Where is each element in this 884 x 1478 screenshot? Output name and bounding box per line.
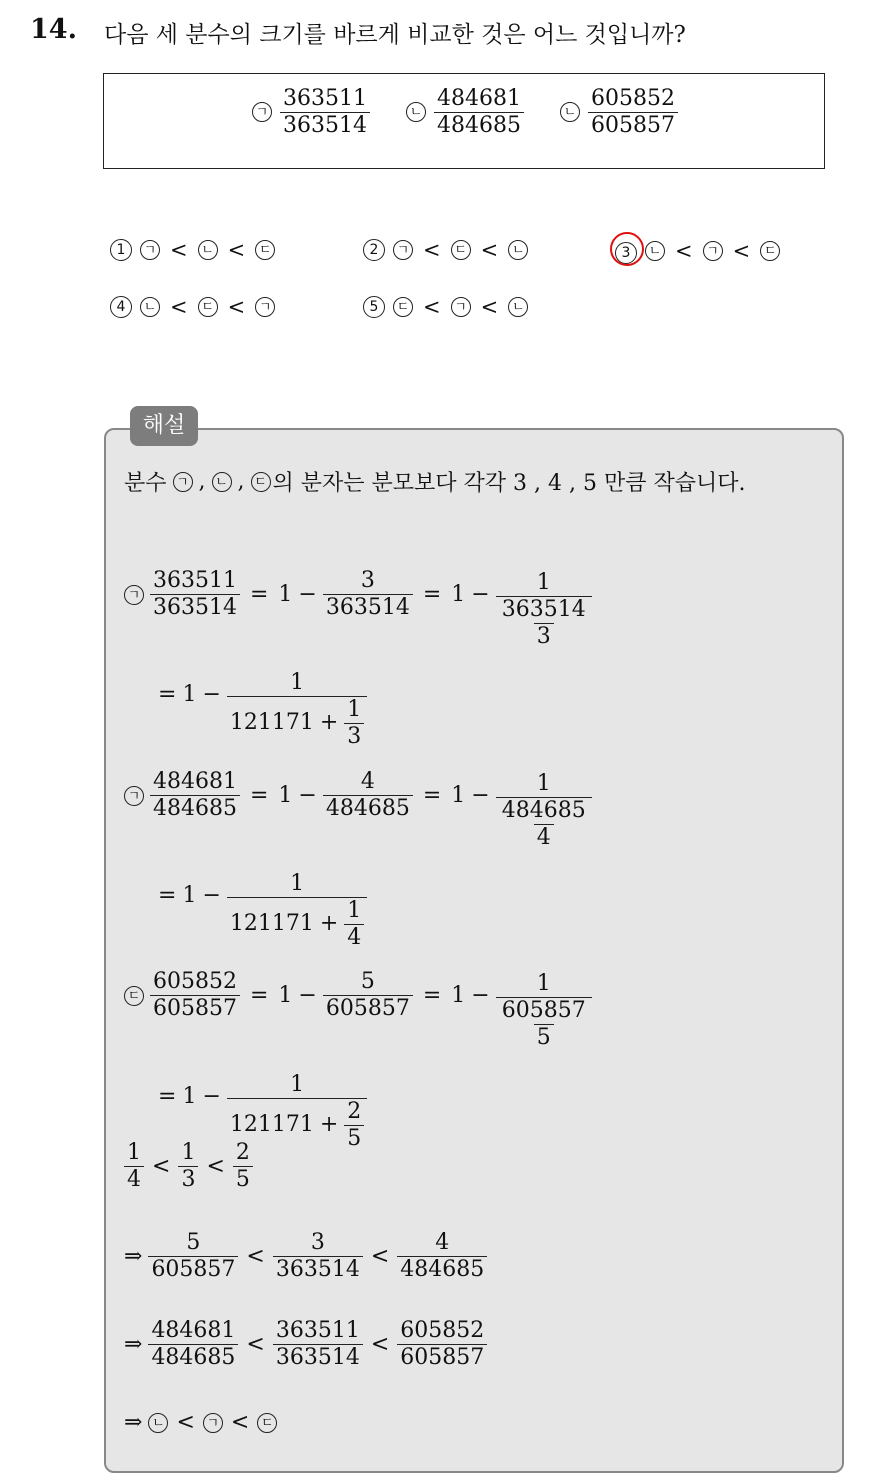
- minus: −: [471, 582, 490, 608]
- marker: ㄱ: [451, 297, 471, 317]
- denominator: 484685: [150, 795, 240, 822]
- denominator: 484685: [148, 1344, 238, 1371]
- numerator: 484681: [153, 769, 237, 795]
- option-2[interactable]: [363, 238, 528, 262]
- denominator: 363514: [323, 594, 413, 621]
- denominator: 605857: [397, 1344, 487, 1371]
- minus: −: [202, 883, 221, 909]
- intro-text: 의 분자는 분모보다 각각 3 , 4 , 5 만큼 작습니다.: [272, 471, 746, 496]
- equals: =: [422, 983, 442, 1009]
- numerator: 4: [360, 769, 375, 795]
- option-4[interactable]: [110, 295, 275, 319]
- numerator: 4: [435, 1230, 450, 1255]
- marker: ㄴ: [212, 472, 232, 492]
- denominator: 605857: [148, 1256, 238, 1283]
- one: 1: [278, 983, 293, 1009]
- numerator: 1: [290, 1072, 305, 1097]
- denominator: 3: [344, 723, 364, 750]
- compare-full-fractions: [124, 1318, 487, 1371]
- less-than: <: [170, 295, 188, 319]
- minus: −: [202, 682, 221, 708]
- numerator: 1: [181, 1140, 196, 1165]
- implies-arrow: ⇒: [124, 1331, 143, 1357]
- option-number: 4: [110, 296, 132, 318]
- solution-step-c2: [158, 1042, 367, 1152]
- equals: =: [422, 783, 442, 809]
- question-text: 다음 세 분수의 크기를 바르게 비교한 것은 어느 것입니까?: [104, 22, 686, 48]
- marker: ㄴ: [508, 297, 528, 317]
- less-than: <: [246, 1331, 265, 1357]
- marker-nieun: ㄴ: [406, 102, 426, 122]
- denominator: 363514: [280, 112, 370, 139]
- numerator: 605857: [501, 997, 586, 1023]
- less-than: <: [370, 1331, 390, 1357]
- marker: ㄷ: [255, 240, 275, 260]
- equals: =: [422, 582, 442, 608]
- whole-part: 121171: [229, 1112, 314, 1138]
- minus: −: [202, 1084, 221, 1110]
- plus: +: [319, 710, 339, 736]
- given-fraction-c: [560, 86, 678, 139]
- minus: −: [471, 783, 490, 809]
- implies-arrow: ⇒: [124, 1243, 143, 1269]
- denominator: 484685: [323, 795, 413, 822]
- less-than: <: [230, 1410, 250, 1435]
- equals: =: [158, 1084, 177, 1110]
- numerator: 3: [360, 568, 375, 594]
- option-number: 5: [363, 296, 385, 318]
- numerator: 605852: [153, 969, 237, 995]
- minus: −: [471, 983, 490, 1009]
- option-3[interactable]: [615, 238, 780, 264]
- numerator: 1: [290, 871, 305, 896]
- implies-arrow: ⇒: [124, 1410, 143, 1435]
- denominator: 484685: [434, 112, 524, 139]
- given-fraction-a: [252, 86, 370, 139]
- numerator: 605852: [400, 1318, 485, 1343]
- equals: =: [158, 682, 177, 708]
- equals: =: [249, 983, 269, 1009]
- final-order: [124, 1410, 277, 1435]
- whole-part: 121171: [229, 710, 314, 736]
- denominator: 363514: [273, 1344, 363, 1371]
- denominator: 4: [534, 824, 554, 851]
- one: 1: [451, 983, 466, 1009]
- marker: ㄷ: [760, 241, 780, 261]
- numerator: 363511: [283, 86, 367, 111]
- solution-step-a1: [124, 540, 592, 650]
- denominator: 363514: [273, 1256, 363, 1283]
- marker: ㄱ: [393, 240, 413, 260]
- less-than: <: [423, 238, 441, 262]
- less-than: <: [152, 1153, 171, 1179]
- numerator: 1: [536, 971, 551, 996]
- one: 1: [182, 682, 197, 708]
- denominator: 5: [233, 1166, 253, 1193]
- whole-part: 121171: [229, 911, 314, 937]
- one: 1: [451, 582, 466, 608]
- less-than: <: [370, 1243, 390, 1269]
- numerator: 363514: [501, 596, 586, 622]
- less-than: <: [480, 238, 499, 262]
- one: 1: [182, 883, 197, 909]
- less-than: <: [480, 295, 499, 319]
- intro-text: 분수: [124, 471, 167, 496]
- minus: −: [298, 983, 317, 1009]
- less-than: <: [227, 238, 246, 262]
- marker: ㄴ: [645, 241, 665, 261]
- denominator: 3: [534, 623, 554, 650]
- less-than: <: [206, 1153, 225, 1179]
- marker-giyeok: ㄱ: [252, 102, 272, 122]
- option-number: 2: [363, 239, 385, 261]
- numerator: 3: [310, 1230, 325, 1255]
- numerator: 484685: [501, 797, 586, 823]
- denominator: 5: [344, 1125, 364, 1152]
- denominator: 484685: [397, 1256, 487, 1283]
- equals: =: [249, 783, 269, 809]
- less-than: <: [227, 295, 246, 319]
- marker-nieun: ㄴ: [560, 102, 580, 122]
- solution-intro: 분수 ㄱ , ㄴ , ㄷ 의 분자는 분모보다 각각 3 , 4 , 5 만큼 작습니다.: [124, 466, 745, 497]
- less-than: <: [170, 238, 188, 262]
- numerator: 1: [347, 897, 362, 923]
- numerator: 1: [347, 696, 362, 722]
- denominator: 5: [534, 1024, 554, 1051]
- marker: ㄱ: [173, 472, 193, 492]
- numerator: 1: [536, 771, 551, 796]
- compare-small-fractions: [124, 1140, 253, 1193]
- numerator: 605852: [591, 86, 675, 111]
- less-than: <: [732, 239, 751, 263]
- minus: −: [298, 582, 317, 608]
- plus: +: [319, 1112, 339, 1138]
- marker: ㄴ: [148, 1413, 168, 1433]
- one: 1: [278, 582, 293, 608]
- denominator: 605857: [323, 995, 413, 1022]
- marker: ㄱ: [140, 240, 160, 260]
- numerator: 5: [360, 969, 375, 995]
- denominator: 4: [344, 924, 364, 951]
- less-than: <: [675, 239, 693, 263]
- option-number: 3: [615, 242, 637, 264]
- numerator: 1: [536, 570, 551, 595]
- numerator: 2: [235, 1140, 250, 1165]
- marker: ㄷ: [257, 1413, 277, 1433]
- numerator: 484681: [437, 86, 521, 111]
- marker: ㄷ: [393, 297, 413, 317]
- numerator: 2: [347, 1098, 362, 1124]
- denominator: 605857: [150, 995, 240, 1022]
- denominator: 363514: [150, 594, 240, 621]
- option-1[interactable]: [110, 238, 275, 262]
- marker: ㄴ: [140, 297, 160, 317]
- marker: ㄱ: [124, 786, 144, 806]
- solution-step-c1: [124, 941, 592, 1051]
- marker: ㄴ: [198, 240, 218, 260]
- question-number: 14.: [30, 14, 77, 45]
- marker: ㄱ: [124, 585, 144, 605]
- denominator: 605857: [588, 112, 678, 139]
- one: 1: [451, 783, 466, 809]
- equals: =: [158, 883, 177, 909]
- numerator: 484681: [151, 1318, 236, 1343]
- less-than: <: [423, 295, 441, 319]
- less-than: <: [246, 1243, 265, 1269]
- answer-circle-mark: [610, 232, 644, 266]
- marker: ㄴ: [508, 240, 528, 260]
- solution-step-b2: [158, 841, 367, 951]
- plus: +: [319, 911, 339, 937]
- compare-diff-fractions: [124, 1230, 487, 1283]
- solution-step-b1: [124, 741, 592, 851]
- option-5[interactable]: [363, 295, 528, 319]
- one: 1: [182, 1084, 197, 1110]
- denominator: 4: [124, 1166, 144, 1193]
- marker: ㄱ: [703, 241, 723, 261]
- denominator: 3: [178, 1166, 198, 1193]
- solution-step-a2: [158, 640, 367, 750]
- one: 1: [278, 783, 293, 809]
- option-number: 1: [110, 239, 132, 261]
- marker: ㄷ: [198, 297, 218, 317]
- equals: =: [249, 582, 269, 608]
- marker: ㄷ: [251, 472, 271, 492]
- marker: ㄷ: [124, 986, 144, 1006]
- minus: −: [298, 783, 317, 809]
- numerator: 1: [127, 1140, 141, 1165]
- numerator: 1: [290, 670, 305, 695]
- less-than: <: [176, 1410, 195, 1435]
- numerator: 363511: [153, 568, 237, 594]
- marker: ㄱ: [255, 297, 275, 317]
- numerator: 363511: [275, 1318, 360, 1343]
- solution-tag: 해설: [130, 406, 198, 446]
- numerator: 5: [186, 1230, 201, 1255]
- marker: ㄷ: [451, 240, 471, 260]
- given-fraction-b: [406, 86, 524, 139]
- marker: ㄱ: [203, 1413, 223, 1433]
